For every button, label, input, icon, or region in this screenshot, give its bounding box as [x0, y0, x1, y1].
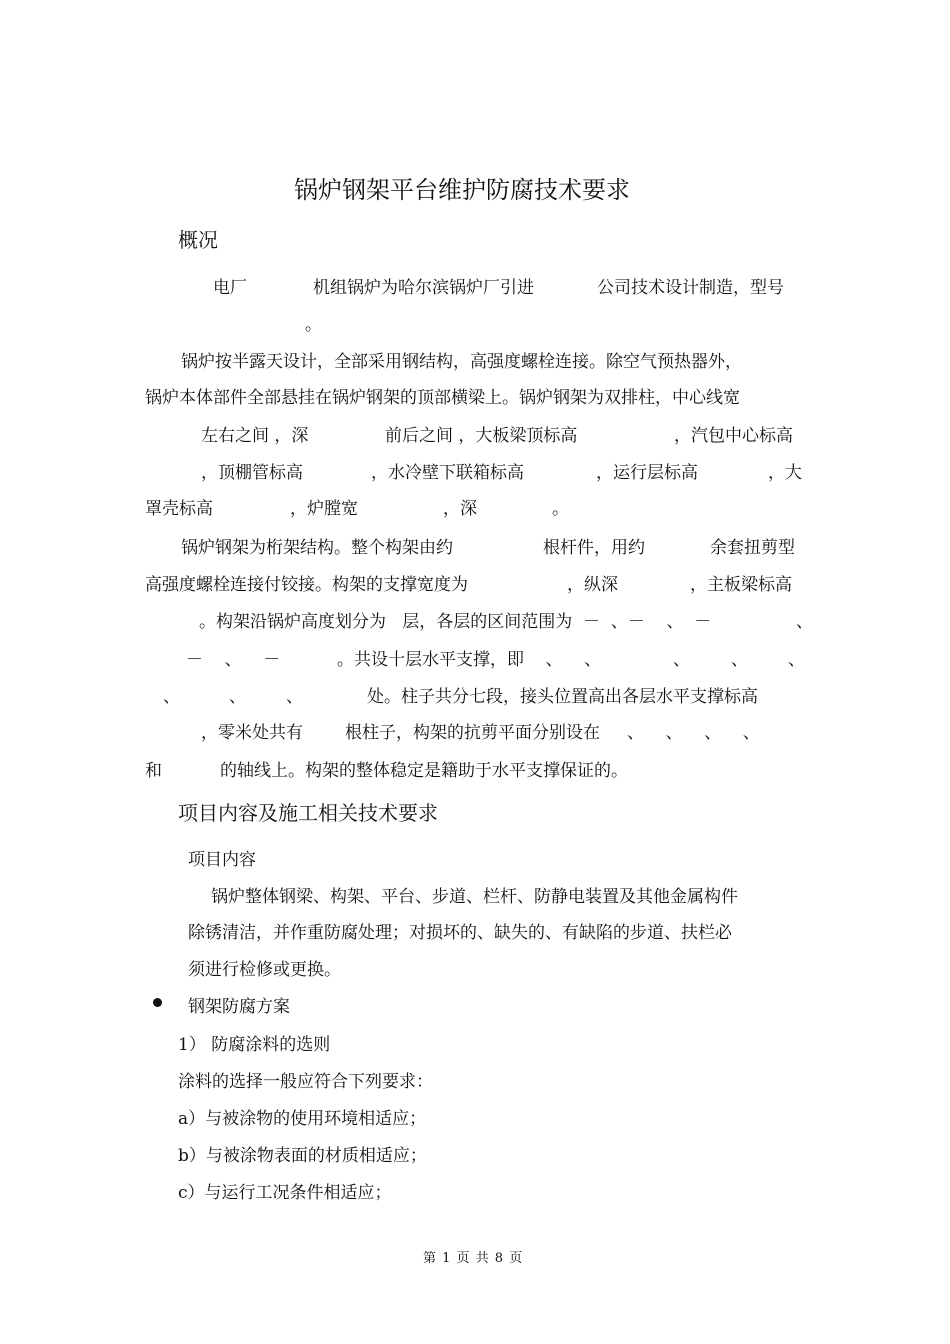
text-run: 根柱子，构架的抗剪平面分别设在 、 、 、 、 — [345, 723, 760, 743]
text-run: 根杆件，用约 — [543, 538, 645, 558]
text-run: 锅炉钢架为桁架结构。整个构架由约 — [181, 538, 453, 558]
text-run: ，零米处共有 — [201, 723, 303, 743]
list-item-heading: 1） 防腐涂料的选则 — [178, 1035, 331, 1055]
text-run: 锅炉本体部件全部悬挂在锅炉钢架的顶部横梁上。锅炉钢架为双排柱，中心线宽 — [145, 388, 740, 408]
text-run: ，主板梁标高 — [690, 575, 792, 595]
text-run: 前后之间 ，大板梁顶标高 — [385, 426, 578, 446]
subsection-heading: 项目内容 — [188, 850, 256, 870]
text-run: 。共设十层水平支撑，即 、 、 — [337, 650, 602, 670]
text-run: 机组锅炉为哈尔滨锅炉厂引进 — [313, 278, 534, 298]
paragraph-line: 除锈清洁，并作重防腐处理；对损坏的、缺失的、有缺陷的步道、扶栏必 — [188, 923, 732, 943]
requirement-item: b）与被涂物表面的材质相适应； — [178, 1146, 427, 1166]
section-heading-overview: 概况 — [178, 228, 218, 252]
text-run: 、 — [163, 687, 180, 707]
page-footer: 第 1 页 共 8 页 — [423, 1251, 524, 1266]
text-run: 。 — [552, 499, 569, 519]
text-run: 左右之间 ，深 — [201, 426, 309, 446]
document-title: 锅炉钢架平台维护防腐技术要求 — [294, 176, 630, 204]
text-run: 的轴线上。构架的整体稳定是籍助于水平支撑保证的。 — [220, 761, 628, 781]
text-run: 、 — [796, 612, 813, 632]
text-run: 。构架沿锅炉高度划分为 层，各层的区间范围为 － 、－ 、 － — [199, 612, 712, 632]
text-run: ，水冷壁下联箱标高 — [371, 463, 524, 483]
text-run: 、 — [286, 687, 303, 707]
text-run: 高强度螺栓连接付铰接。构架的支撑宽度为 — [145, 575, 468, 595]
text-run: ，顶棚管标高 — [201, 463, 303, 483]
requirement-item: c）与运行工况条件相适应； — [178, 1183, 392, 1203]
text-run: 、 — [788, 650, 805, 670]
text-run: 罩壳标高 — [145, 499, 213, 519]
text-run: ，大 — [768, 463, 802, 483]
paragraph-line: 锅炉整体钢梁、构架、平台、步道、栏杆、防静电装置及其他金属构件 — [211, 887, 738, 907]
text-run: ，纵深 — [567, 575, 618, 595]
text-run: 余套扭剪型 — [710, 538, 795, 558]
section-heading-project: 项目内容及施工相关技术要求 — [178, 801, 438, 825]
text-run: 和 — [145, 761, 162, 781]
text-run: 、 — [673, 650, 690, 670]
text-run: － 、 － — [186, 650, 281, 670]
text-run: 处。柱子共分七段，接头位置高出各层水平支撑标高 — [367, 687, 758, 707]
text-run: 锅炉按半露天设计，全部采用钢结构，高强度螺栓连接。除空气预热器外， — [181, 352, 742, 372]
text-run: ，运行层标高 — [596, 463, 698, 483]
text-run: 。 — [305, 315, 322, 335]
text-run: ，深 — [443, 499, 477, 519]
text-run: ，汽包中心标高 — [674, 426, 793, 446]
bullet-dot-icon — [153, 998, 162, 1007]
text-run: 、 — [731, 650, 748, 670]
text-run: ，炉膛宽 — [290, 499, 358, 519]
requirement-item: a）与被涂物的使用环境相适应； — [178, 1109, 427, 1129]
text-run: 公司技术设计制造，型号 — [597, 278, 784, 298]
bullet-heading: 钢架防腐方案 — [188, 997, 290, 1017]
paragraph-line: 须进行检修或更换。 — [188, 960, 341, 980]
text-run: 电厂 — [213, 278, 247, 298]
requirements-intro: 涂料的选择一般应符合下列要求： — [178, 1072, 433, 1092]
text-run: 、 — [229, 687, 246, 707]
